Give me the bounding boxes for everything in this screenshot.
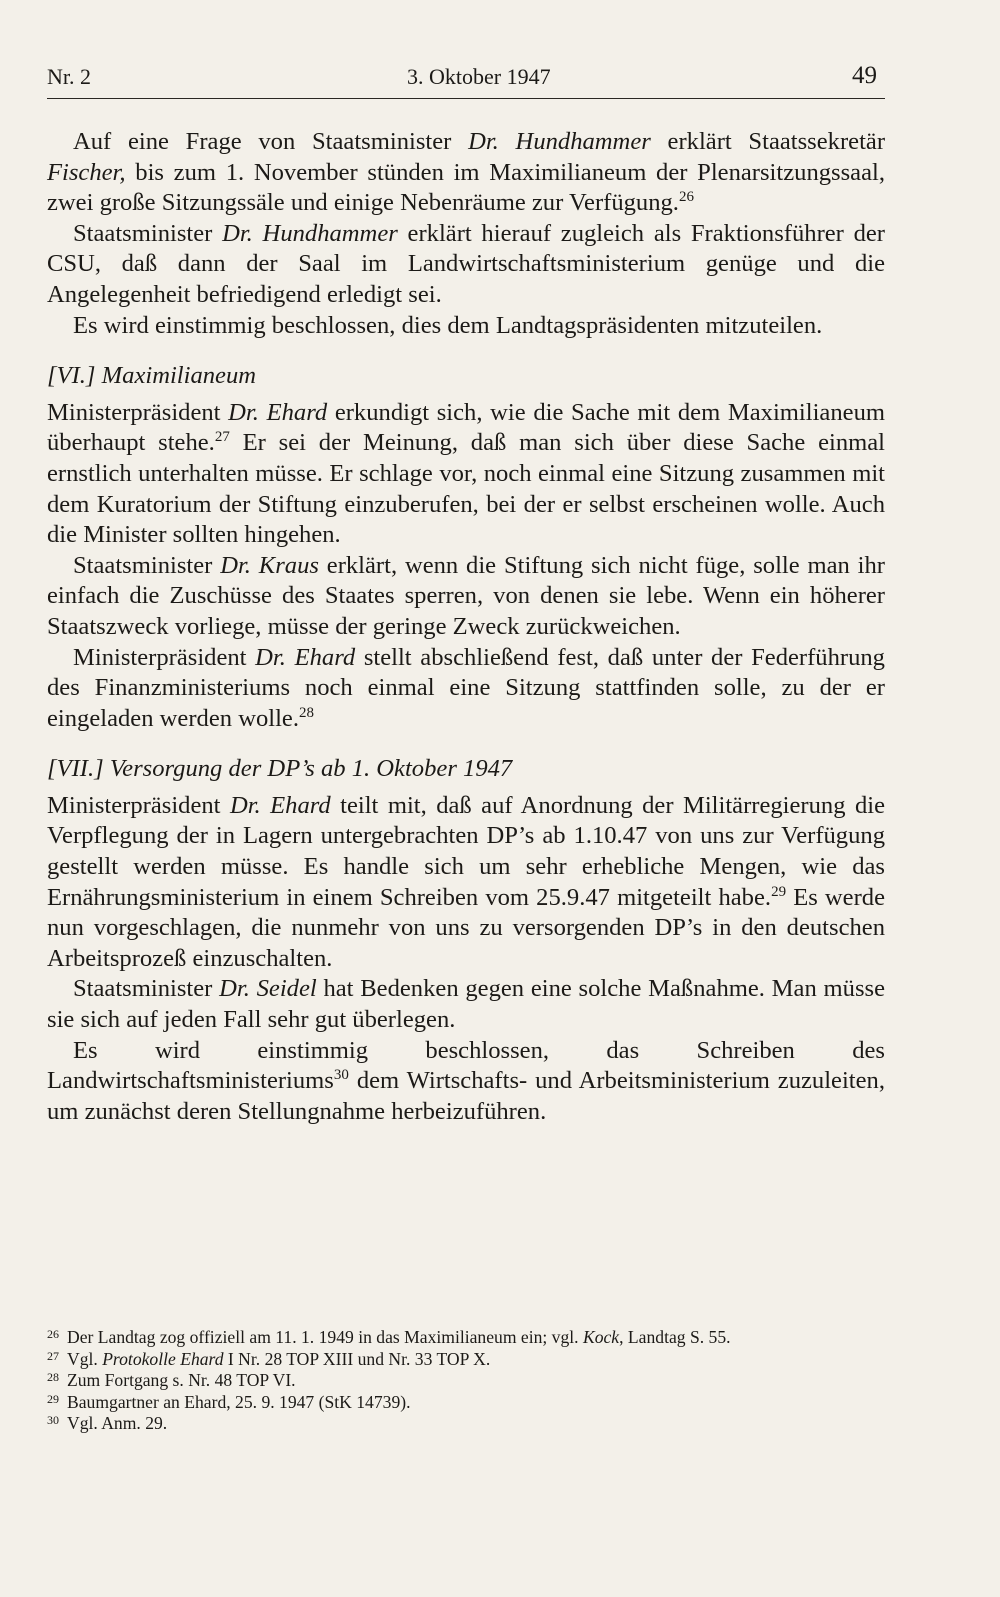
paragraph: Ministerpräsident Dr. Ehard teilt mit, daß auf Anordnung der Militärregierung die Verpflegung der in Lagern untergebrachten DP’s ab 1.10.47 von uns zur Verfügung gestellt werden müsse. Es handle sich um sehr erhebliche Mengen, wie das Ernährungsministerium in einem Schreiben vom 25.9.47 mitgeteilt habe.$^{29}$ Es werde nun vorgeschlagen, die nunmehr von uns zu versorgenden DP’s in den deutschen Arbeitsprozeß einzuschalten. — [47, 791, 885, 972]
footnote: 27 Vgl. Protokolle Ehard I Nr. 28 TOP XIII und Nr. 33 TOP X. — [47, 1348, 491, 1369]
paragraph: Staatsminister Dr. Seidel hat Bedenken gegen eine solche Maßnahme. Man müsse sie sich auf jeden Fall sehr gut überlegen. — [47, 975, 886, 1034]
footnote: 26 Der Landtag zog offiziell am 11. 1. 1949 in das Maximilianeum ein; vgl. Kock, Landtag S. 55. — [47, 1327, 731, 1347]
page-number: 49 — [852, 62, 877, 89]
paragraph: Staatsminister Dr. Kraus erklärt, wenn die Stiftung sich nicht füge, solle man ihr einfach die Zuschüsse des Staates sperren, von denen sie lebe. Wenn ein höherer Staatszweck vorliege, müsse der geringe Zweck zurückweichen. — [47, 551, 885, 640]
paragraph: Es wird einstimmig beschlossen, dies dem Landtagspräsidenten mitzuteilen. — [73, 311, 823, 339]
paragraph: Staatsminister Dr. Hundhammer erklärt hierauf zugleich als Fraktionsführer der CSU, daß dann der Saal im Landwirtschaftsministerium genüge und die Angelegenheit befriedigend erledigt sei. — [47, 219, 885, 308]
footnote: 29 Baumgartner an Ehard, 25. 9. 1947 (StK 14739). — [47, 1391, 411, 1412]
paragraph: Es wird einstimmig beschlossen, das Schreiben des Landwirtschaftsministeriums$^{30}$ dem Wirtschafts- und Arbeitsministerium zuzuleiten, um zunächst deren Stellungnahme herbeizuführen. — [47, 1036, 885, 1125]
paragraph: Ministerpräsident Dr. Ehard stellt abschließend fest, daß unter der Federführung des Finanzministeriums noch einmal eine Sitzung stattfinden solle, zu der er eingeladen werden wolle.$^{28}$ — [47, 643, 885, 732]
section-heading: [VII.] Versorgung der DP’s ab 1. Oktober 1947 — [47, 755, 513, 783]
footnote: 28 Zum Fortgang s. Nr. 48 TOP VI. — [47, 1370, 296, 1391]
footnotes — [47, 1327, 885, 1435]
running-header — [47, 62, 885, 99]
footnote-ref: 30 — [333, 1067, 349, 1084]
footnote-ref: 28 — [298, 704, 314, 721]
paragraph: Auf eine Frage von Staatsminister Dr. Hundhammer erklärt Staatssekretär Fischer, bis zum 1. November stünden im Maximilianeum der Plenarsitzungssaal, zwei große Sitzungssäle und einige Nebenräume zur Verfügung.$^{26}$ — [47, 128, 886, 217]
footnote-ref: 29 — [771, 883, 787, 900]
footnote: 30 Vgl. Anm. 29. — [47, 1413, 168, 1434]
section-heading: [VI.] Maximilianeum — [47, 362, 257, 390]
footnote-ref: 26 — [678, 189, 694, 206]
header-date: 3. Oktober 1947 — [407, 64, 551, 89]
document-body — [47, 127, 885, 1127]
footnote-ref: 27 — [214, 429, 230, 446]
paragraph: Ministerpräsident Dr. Ehard erkundigt sich, wie die Sache mit dem Maximilianeum überhaupt stehe.$^{27}$ Er sei der Meinung, daß man sich über diese Sache einmal ernstlich unterhalten müsse. Er schlage vor, noch einmal eine Sitzung zusammen mit dem Kuratorium der Stiftung einzuberufen, bei der er selbst erscheinen wolle. Auch die Minister sollten hingehen. — [47, 398, 886, 549]
issue-number: Nr. 2 — [47, 64, 91, 89]
